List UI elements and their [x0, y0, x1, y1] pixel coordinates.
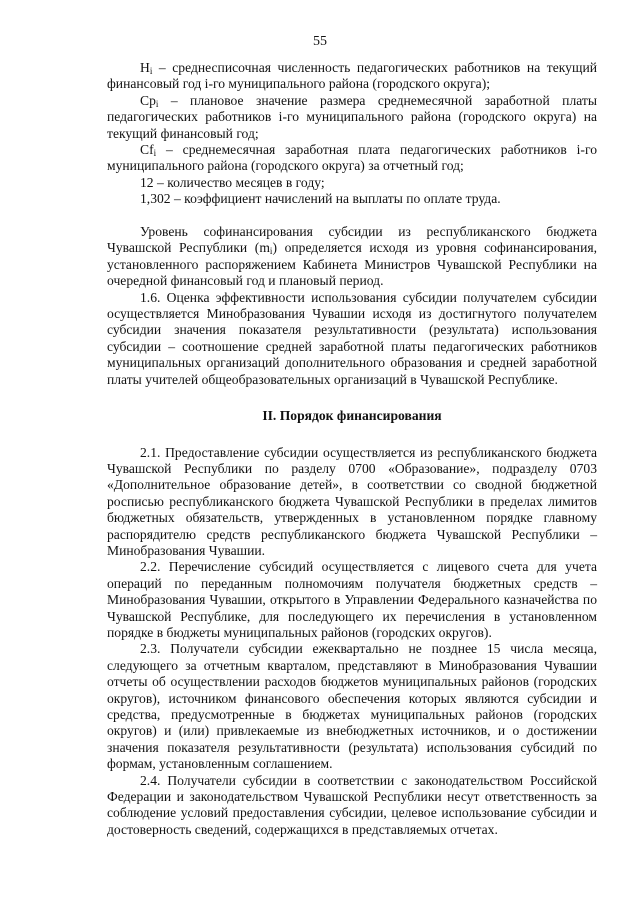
paragraph-2-2: 2.2. Перечисление субсидий осуществляется с лицевого счета для учета операций по переданным полномочиям получателя бюджетных средств – Минобразования Чувашии, открытого в Управлении Федерального казначейства по Чувашской Республике, для последующего их перечисления в установленном порядке в бюджеты муниципальных районов (городских округов). [107, 559, 597, 640]
cofinancing-text-start: Уровень софинансирования субсидии из республиканского бюджета Чувашской Республики (m [107, 224, 597, 256]
section-heading: II. Порядок финансирования [262, 408, 442, 424]
paragraph-2-3: 2.3. Получатели субсидии ежеквартально не позднее 15 числа месяца, следующего за отчетным кварталом, представляют в Минобразования Чувашии отчеты об осуществлении расходов бюджетов муниципальных районов (городских округов), источником финансового обеспечения которых являются субсидии и средства, предусмотренные в бюджетах муниципальных районов (городских округов) и (или) привлекаемые из внебюджетных источников, и о достижении значения показателя результативности (результата) использования субсидий по формам, установленным соглашением. [107, 641, 597, 772]
definition-h [107, 60, 597, 93]
definition-symbol: Сf [140, 142, 154, 158]
definition-subscript: i [153, 148, 157, 159]
paragraph-cofinancing [107, 224, 597, 290]
definition-text: – плановое значение размера среднемесячной заработной платы педагогических работников i-го муниципального района (городского округа) на текущий финансовый год; [107, 92, 597, 141]
definition-coefficient: 1,302 – коэффициент начислений на выплаты по оплате труда. [140, 191, 501, 207]
definition-text: – среднемесячная заработная плата педагогических работников i-го муниципального района (городского округа) за отчетный год; [107, 142, 597, 174]
cofinancing-subscript: i [269, 246, 273, 257]
definition-cp [107, 93, 597, 142]
paragraph-2-4: 2.4. Получатели субсидии в соответствии с законодательством Российской Федерации и законодательством Чувашской Республики несут ответственность за соблюдение условий предоставления субсидии, целевое использование субсидии и достоверность сведений, содержащихся в представляемых отчетах. [107, 772, 597, 837]
paragraph-1-6: 1.6. Оценка эффективности использования субсидии получателем субсидии осуществляется Минобразования Чувашии исходя из достигнутого получателем субсидии значения показателя результативности (результата) использования субсидии – соотношение средней заработной платы педагогических работников муниципальных организаций дополнительного образования и средней заработной платы учителей общеобразовательных организаций в Чувашской Республике. [107, 289, 597, 387]
cofinancing-text-end: ) определяется исходя из уровня софинансирования, установленного распоряжением Кабинета Министров Чувашской Республики на очередной финансовый год и плановый период. [107, 240, 597, 289]
definition-subscript: i [155, 98, 159, 109]
definition-subscript: i [149, 66, 153, 76]
document-body [107, 60, 597, 838]
definition-months: 12 – количество месяцев в году; [140, 174, 325, 190]
page-number: 55 [313, 34, 327, 49]
definition-cf [107, 142, 597, 175]
paragraph-2-1: 2.1. Предоставление субсидии осуществляется из республиканского бюджета Чувашской Республики по разделу 0700 «Образование», подразделу 0703 «Дополнительное образование детей», в соответствии со сводной бюджетной росписью республиканского бюджета Чувашской Республики в пределах лимитов бюджетных обязательств, утвержденных в установленном порядке главному распорядителю средств республиканского бюджета Чувашской Республики – Минобразования Чувашии. [107, 444, 597, 558]
definition-symbol: Н [140, 60, 150, 75]
definition-symbol: Ср [140, 92, 156, 108]
definition-text: – среднесписочная численность педагогических работников на текущий финансовый год i-го муниципального района (городского округа); [107, 60, 597, 92]
